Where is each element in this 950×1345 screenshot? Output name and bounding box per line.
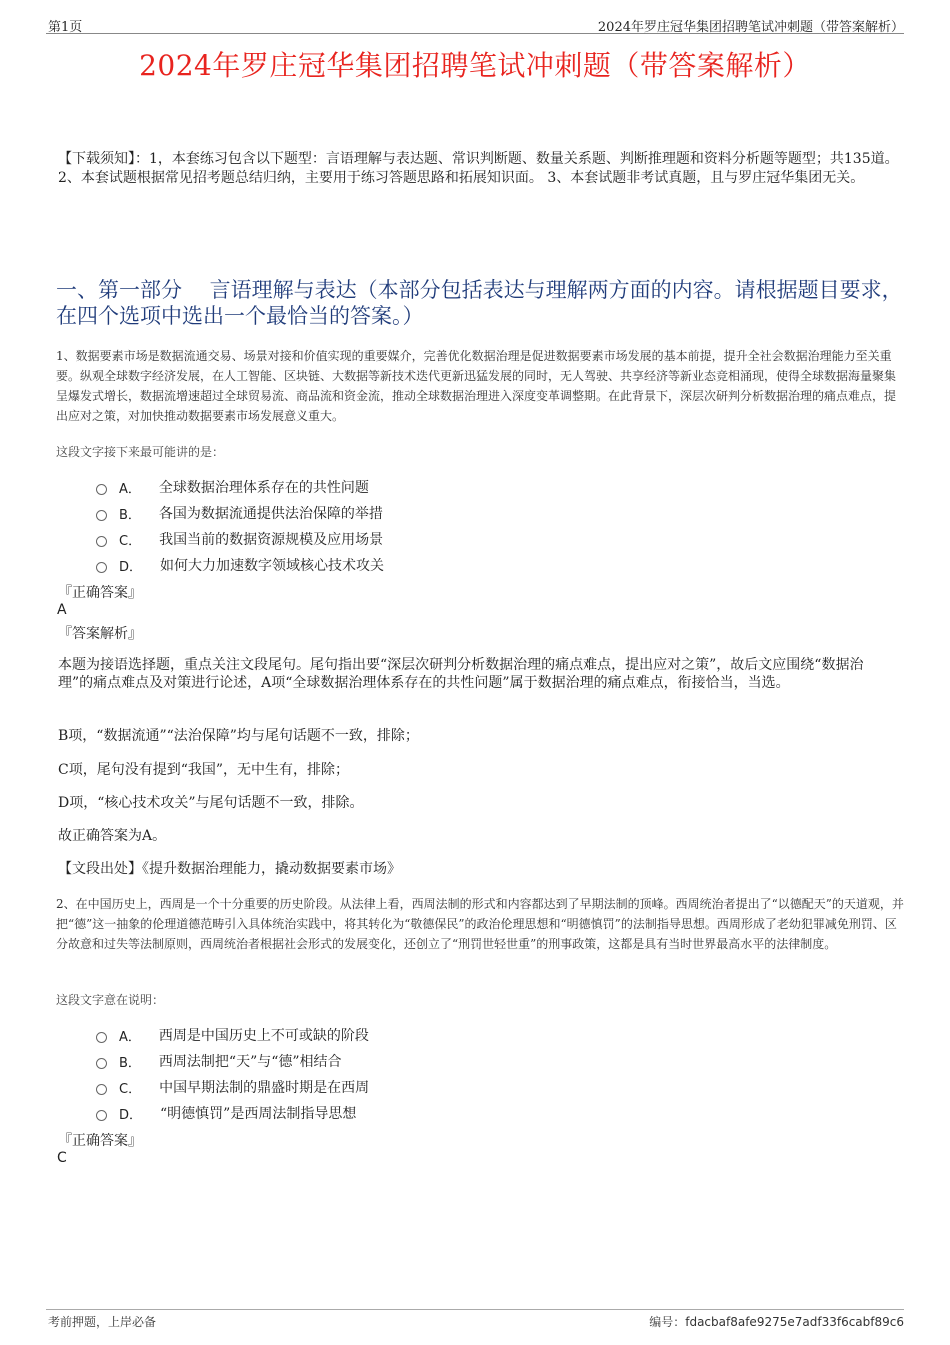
q2-option-d[interactable] — [96, 1103, 356, 1123]
question-2-stem: 2、在中国历史上，西周是一个十分重要的历史阶段。从法律上看，西周法制的形式和内容都达到了早期法制的顶峰。西周统治者提出了“以德配天”的天道观，并把“德”这一抽象的伦理道德范畴引入具体统治实践中，将其转化为“敬德保民”的政治伦理思想和“明德慎罚”的法制指导思想。西周形成了老幼犯罪减免刑罚、区分故意和过失等法制原则，西周统治者根据社会形式的发展变化，还创立了“刑罚世轻世重”的刑事政策，这都是具有当时世界最高水平的法律制度。 — [56, 897, 904, 951]
option-label: C． — [119, 1081, 142, 1097]
radio-icon[interactable] — [96, 562, 107, 573]
q2-option-c[interactable] — [96, 1077, 369, 1097]
q2-option-b[interactable] — [96, 1051, 342, 1071]
page-number: 第1页 — [48, 20, 83, 35]
option-label: D． — [119, 1107, 143, 1123]
option-text: 西周是中国历史上不可或缺的阶段 — [158, 1028, 369, 1044]
q1-answer-heading: 『正确答案』 — [58, 585, 142, 601]
header-doc-title: 2024年罗庄冠华集团招聘笔试冲刺题（带答案解析） — [597, 20, 904, 35]
q2-answer-heading: 『正确答案』 — [58, 1133, 142, 1149]
question-1-prompt: 这段文字接下来最可能讲的是： — [56, 445, 225, 459]
option-text: 各国为数据流通提供法治保障的举措 — [158, 506, 383, 522]
option-text: 我国当前的数据资源规模及应用场景 — [159, 532, 384, 548]
option-label: C． — [119, 533, 142, 549]
option-label: B． — [119, 507, 141, 523]
q1-analysis-paragraph: D项，“核心技术攻关”与尾句话题不一致，排除。 — [58, 795, 364, 811]
footer-slogan: 考前押题，上岸必备 — [48, 1315, 157, 1329]
q1-option-a[interactable] — [96, 477, 369, 497]
radio-icon[interactable] — [96, 484, 107, 495]
radio-icon[interactable] — [96, 510, 107, 521]
footer-divider — [46, 1309, 904, 1310]
option-text: “明德慎罚”是西周法制指导思想 — [160, 1106, 357, 1122]
q1-analysis-heading: 『答案解析』 — [58, 626, 142, 642]
footer-code-value: fdacbaf8afe9275e7adf33f6cabf89c6 — [685, 1315, 904, 1329]
section-heading: 一、第一部分 言语理解与表达（本部分包括表达与理解两方面的内容。请根据题目要求，在四个选项中选出一个最恰当的答案。） — [56, 278, 903, 328]
radio-icon[interactable] — [96, 536, 107, 547]
q2-answer: C — [57, 1150, 67, 1166]
option-text: 西周法制把“天”与“德”相结合 — [158, 1054, 342, 1070]
q1-option-d[interactable] — [96, 555, 384, 575]
option-text: 全球数据治理体系存在的共性问题 — [158, 480, 369, 496]
radio-icon[interactable] — [96, 1058, 107, 1069]
option-label: A． — [119, 1029, 141, 1045]
document-title: 2024年罗庄冠华集团招聘笔试冲刺题（带答案解析） — [139, 49, 811, 82]
q1-analysis-paragraph: 本题为接语选择题，重点关注文段尾句。尾句指出要“深层次研判分析数据治理的痛点难点，提出应对之策”，故后文应围绕“数据治理”的痛点难点及对策进行论述，A项“全球数据治理体系存在的共性问题”属于数据治理的痛点难点，衔接恰当，当选。 — [58, 657, 864, 691]
q1-analysis-paragraph: B项，“数据流通”“法治保障”均与尾句话题不一致，排除； — [58, 728, 419, 744]
option-text: 如何大力加速数字领域核心技术攻关 — [160, 558, 385, 574]
radio-icon[interactable] — [96, 1032, 107, 1043]
option-text: 中国早期法制的鼎盛时期是在西周 — [159, 1080, 370, 1096]
q1-option-c[interactable] — [96, 529, 383, 549]
option-label: B． — [119, 1055, 141, 1071]
download-notice: 【下载须知】：1，本套练习包含以下题型：言语理解与表达题、常识判断题、数量关系题、判断推理题和资料分析题等题型；共135道。 2、本套试题根据常见招考题总结归纳，主要用于练习答题思路和拓展知识面。 3、本套试题非考试真题，且与罗庄冠华集团无关。 — [58, 151, 899, 186]
option-label: D． — [119, 559, 143, 575]
footer-code-label: 编号： — [649, 1315, 686, 1329]
q1-option-b[interactable] — [96, 503, 383, 523]
q1-analysis-paragraph: C项，尾句没有提到“我国”，无中生有，排除； — [58, 762, 350, 778]
q1-source: 【文段出处】《提升数据治理能力，撬动数据要素市场》 — [58, 861, 401, 877]
radio-icon[interactable] — [96, 1084, 107, 1095]
question-1-stem: 1、数据要素市场是数据流通交易、场景对接和价值实现的重要媒介，完善优化数据治理是促进数据要素市场发展的基本前提，提升全社会数据治理能力至关重要。纵观全球数字经济发展，在人工智能、区块链、大数据等新技术迭代更新迅猛发展的同时，无人驾驶、共享经济等新业态竞相涌现，使得全球数据海量聚集呈爆发式增长，数据流增速超过全球贸易流、商品流和资金流，推动全球数据治理进入深度变革调整期。在此背景下，深层次研判分析数据治理的痛点难点，提出应对之策，对加快推动数据要素市场发展意义重大。 — [56, 349, 897, 423]
header-divider — [46, 33, 904, 34]
option-label: A． — [119, 481, 141, 497]
radio-icon[interactable] — [96, 1110, 107, 1121]
q1-analysis-paragraph: 故正确答案为A。 — [58, 828, 167, 844]
question-2-prompt: 这段文字意在说明： — [56, 993, 165, 1007]
footer-code — [649, 1313, 904, 1330]
q2-option-a[interactable] — [96, 1025, 369, 1045]
q1-answer: A — [57, 602, 67, 618]
